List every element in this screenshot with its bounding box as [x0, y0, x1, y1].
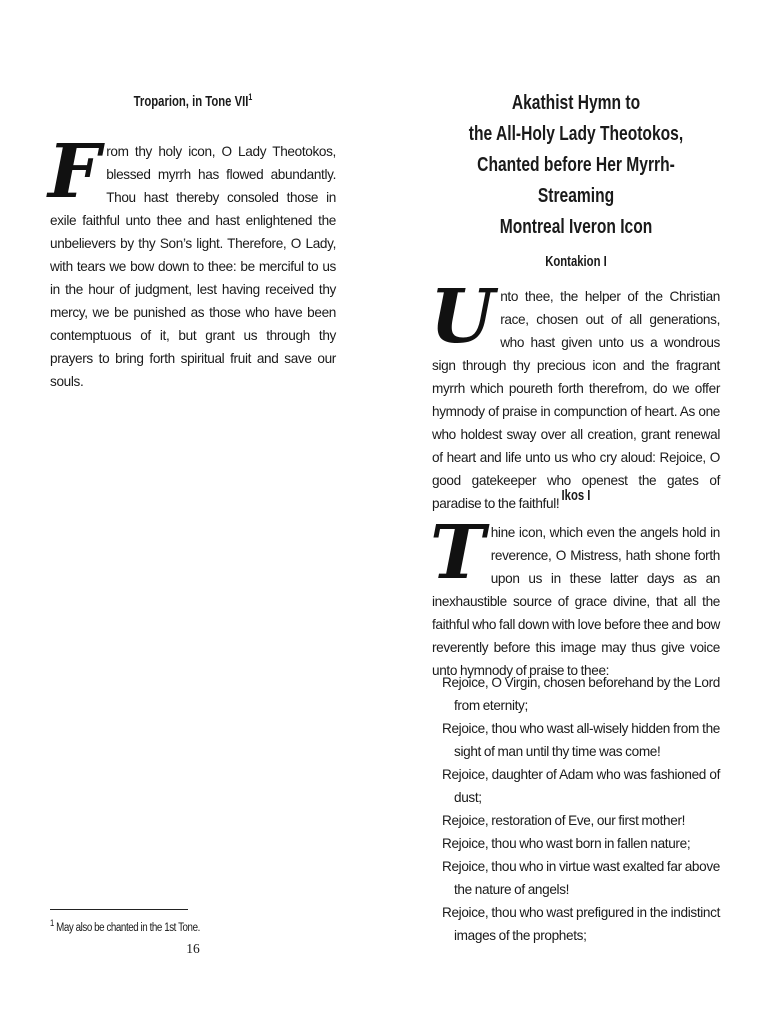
hymn-title-line: Chanted before Her Myrrh-Streaming [477, 154, 675, 207]
ikos-text [430, 510, 720, 682]
hymn-title [464, 88, 689, 243]
drop-cap-letter: T [430, 510, 485, 596]
footnote-divider [50, 909, 188, 910]
kontakion-text [430, 274, 720, 515]
kontakion-title: Kontakion I [545, 254, 607, 270]
drop-cap-letter: U [430, 274, 495, 360]
rejoice-line: Rejoice, thou who wast all-wisely hidden from the sight of man until thy time was come! [442, 721, 720, 759]
troparion-text [48, 129, 336, 393]
troparion-paragraph: rom thy holy icon, O Lady Theotokos, blessed myrrh has flowed abundantly. Thou hast thereby consoled those in exile faithful unto thee and hast enlightened the unbelievers by thy Son’s light. Therefore, O Lady, with tears we bow down to thee: be merciful to us in the hour of judgment, lest having received thy mercy, we be punished as those who have been contemptuous of it, but grant us through thy prayers to bring forth spiritual fruit and save our souls. [50, 144, 336, 389]
footnote-mark: 1 [50, 918, 54, 928]
ikos-title: Ikos I [561, 488, 591, 504]
rejoice-line: Rejoice, thou who wast prefigured in the indistinct images of the prophets; [442, 905, 720, 943]
rejoice-line: Rejoice, O Virgin, chosen beforehand by the Lord from eternity; [442, 675, 720, 713]
rejoice-list [442, 671, 720, 947]
footnote [50, 918, 293, 934]
hymn-title-line: Akathist Hymn to [511, 92, 641, 114]
drop-cap-letter: F [48, 129, 101, 215]
rejoice-line: Rejoice, daughter of Adam who was fashioned of dust; [442, 767, 720, 805]
rejoice-line: Rejoice, thou who wast born in fallen nature; [442, 836, 691, 851]
rejoice-line: Rejoice, restoration of Eve, our first mother! [442, 813, 686, 828]
left-page [50, 0, 336, 1024]
page-number: 16 [186, 941, 200, 956]
footnote-reference: 1 [248, 92, 253, 102]
ikos-paragraph: hine icon, which even the angels hold in reverence, O Mistress, hath shone forth upon us in these latter days as an inexhaustible source of grace divine, that all the faithful who fall down with love before thee and bow reverently before this image may thus give voice unto hymnody of praise to thee: [432, 525, 720, 678]
troparion-title-text: Troparion, in Tone VII [133, 93, 249, 110]
troparion-title [81, 92, 304, 110]
hymn-title-line: Montreal Iveron Icon [499, 216, 653, 238]
right-page [432, 0, 720, 1024]
kontakion-paragraph: nto thee, the helper of the Christian race, chosen out of all generations, who hast given unto us a wondrous sign through thy precious icon and the fragrant myrrh which poureth forth therefrom, do we offer hymnody of praise in compunction of heart. As one who holdest sway over all creation, grant renewal of heart and life unto us who cry aloud: Rejoice, O good gatekeeper who openest the gates of paradise to the faithful! [432, 289, 720, 511]
rejoice-line: Rejoice, thou who in virtue wast exalted far above the nature of angels! [442, 859, 720, 897]
hymn-title-line: the All-Holy Lady Theotokos, [468, 123, 684, 145]
footnote-text: May also be chanted in the 1st Tone. [53, 921, 200, 934]
